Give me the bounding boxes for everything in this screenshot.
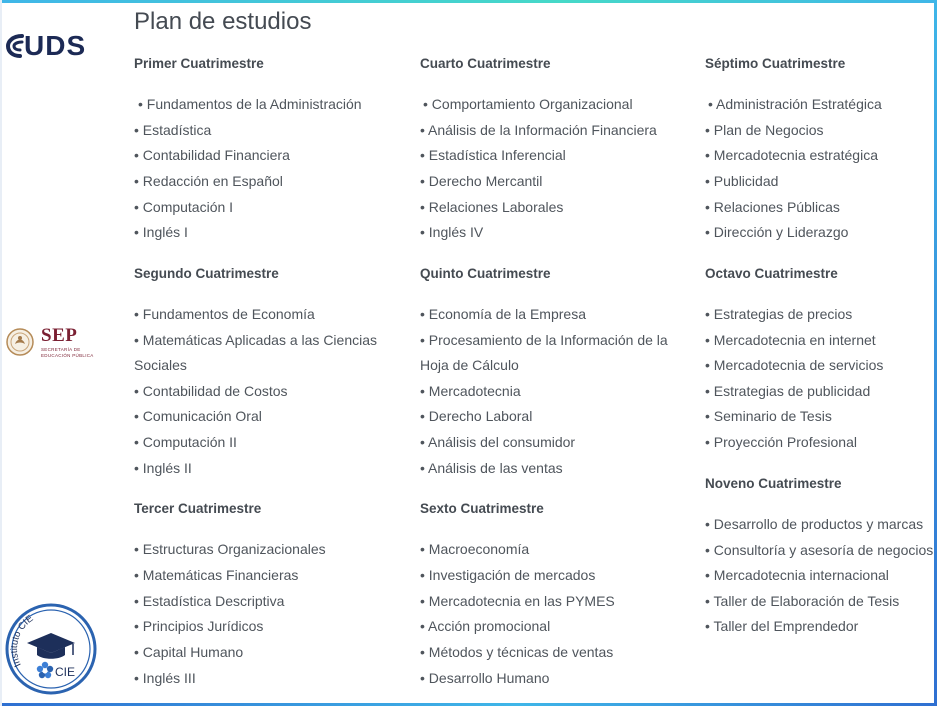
course-item: • Análisis del consumidor [420, 434, 576, 450]
cie-emblem-icon [5, 603, 97, 695]
uds-wordmark: UDS [24, 30, 87, 61]
course-item: • Economía de la Empresa [420, 306, 586, 322]
course-item: • Estrategias de publicidad [705, 383, 871, 399]
course-item: • Taller del Emprendedor [705, 618, 859, 634]
course-item: • Fundamentos de la Administración [138, 96, 362, 112]
course-item: • Mercadotecnia de servicios [705, 357, 884, 373]
course-item: • Métodos y técnicas de ventas [420, 644, 614, 660]
course-item: • Administración Estratégica [708, 96, 882, 112]
semester-title-6: Sexto Cuatrimestre [420, 501, 544, 516]
course-item: • Desarrollo Humano [420, 670, 550, 686]
course-item: • Estadística [134, 122, 212, 138]
course-item: • Comportamiento Organizacional [423, 96, 633, 112]
course-item: • Mercadotecnia en las PYMES [420, 593, 615, 609]
course-item: • Mercadotecnia en internet [705, 332, 876, 348]
semester-title-5: Quinto Cuatrimestre [420, 266, 551, 281]
course-item: • Relaciones Laborales [420, 199, 564, 215]
semester-title-1: Primer Cuatrimestre [134, 56, 264, 71]
course-item: • Estadística Inferencial [420, 147, 566, 163]
semester-title-3: Tercer Cuatrimestre [134, 501, 262, 516]
course-item: • Seminario de Tesis [705, 408, 832, 424]
course-item: • Consultoría y asesoría de negocios [705, 542, 934, 558]
semester-title-8: Octavo Cuatrimestre [705, 266, 838, 281]
sep-seal-icon [5, 327, 35, 357]
course-item: • Inglés IV [420, 224, 484, 240]
course-item: • Macroeconomía [420, 541, 530, 557]
course-item: • Acción promocional [420, 618, 551, 634]
sep-wordmark: SEP [41, 325, 78, 346]
course-item: • Inglés I [134, 224, 188, 240]
course-item: • Redacción en Español [134, 173, 283, 189]
course-item: • Proyección Profesional [705, 434, 857, 450]
course-item: • Mercadotecnia internacional [705, 567, 889, 583]
course-item: Hoja de Cálculo [420, 357, 519, 373]
course-item: • Computación I [134, 199, 234, 215]
course-item: • Análisis de la Información Financiera [420, 122, 657, 138]
course-item: • Plan de Negocios [705, 122, 824, 138]
course-item: • Taller de Elaboración de Tesis [705, 593, 900, 609]
course-item: • Computación II [134, 434, 237, 450]
course-item: • Inglés II [134, 460, 192, 476]
sep-logo [5, 325, 105, 361]
course-item: • Inglés III [134, 670, 196, 686]
course-item: • Principios Jurídicos [134, 618, 264, 634]
course-item: • Estadística Descriptiva [134, 593, 285, 609]
course-item: • Matemáticas Financieras [134, 567, 299, 583]
course-item: • Matemáticas Aplicadas a las Ciencias [134, 332, 378, 348]
semester-title-4: Cuarto Cuatrimestre [420, 56, 551, 71]
uds-logo [6, 30, 102, 64]
cie-ring-text: Instituto CIE [8, 613, 36, 669]
course-item: • Comunicación Oral [134, 408, 262, 424]
course-item: • Contabilidad de Costos [134, 383, 288, 399]
course-item: • Estructuras Organizacionales [134, 541, 326, 557]
course-item: • Mercadotecnia [420, 383, 521, 399]
semester-title-7: Séptimo Cuatrimestre [705, 56, 846, 71]
left-border [0, 0, 2, 706]
sep-subtitle-line2: EDUCACIÓN PÚBLICA [41, 353, 94, 358]
course-item: • Derecho Mercantil [420, 173, 543, 189]
course-item: • Derecho Laboral [420, 408, 533, 424]
page-title: Plan de estudios [134, 8, 312, 35]
course-item: • Dirección y Liderazgo [705, 224, 849, 240]
course-item: • Publicidad [705, 173, 779, 189]
course-item: Sociales [134, 357, 187, 373]
course-item: • Fundamentos de Economía [134, 306, 315, 322]
course-item: • Mercadotecnia estratégica [705, 147, 878, 163]
course-item: • Procesamiento de la Información de la [420, 332, 668, 348]
course-item: • Análisis de las ventas [420, 460, 563, 476]
top-border [0, 0, 937, 3]
sep-subtitle-line1: SECRETARÍA DE [41, 347, 81, 352]
course-item: • Investigación de mercados [420, 567, 596, 583]
course-item: • Capital Humano [134, 644, 244, 660]
instituto-cie-logo [5, 603, 97, 695]
course-item: • Relaciones Públicas [705, 199, 840, 215]
cie-initials: CIE [55, 665, 76, 679]
course-item: • Contabilidad Financiera [134, 147, 290, 163]
semester-title-2: Segundo Cuatrimestre [134, 266, 279, 281]
course-item: • Desarrollo de productos y marcas [705, 516, 924, 532]
semester-title-9: Noveno Cuatrimestre [705, 476, 842, 491]
course-item: • Estrategias de precios [705, 306, 853, 322]
